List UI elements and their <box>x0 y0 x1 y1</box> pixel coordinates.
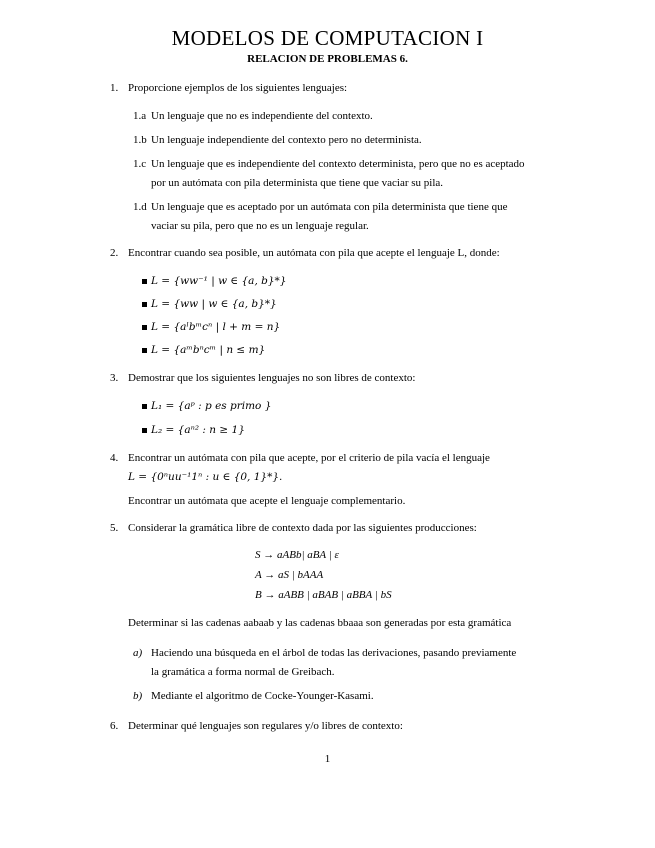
problem-5b-text: Mediante el algoritmo de Cocke-Younger-Kasami. <box>151 690 374 702</box>
problem-1d-label: 1.d <box>133 201 147 213</box>
problem-3-number: 3. <box>110 372 119 384</box>
page-title: MODELOS DE COMPUTACION I <box>171 26 484 50</box>
problem-4-text-line1: Encontrar un autómata con pila que acepte, por el criterio de pila vacía el lenguaje <box>128 452 490 464</box>
grammar-rule-s: S → aABb| aBA | ε <box>255 549 339 561</box>
problem-1d-text-line1: Un lenguaje que es aceptado por un autómata con pila determinista que tiene que <box>151 201 508 213</box>
problem-5b-label: b) <box>133 690 143 702</box>
problem-5-text: Considerar la gramática libre de contexto dada por las siguientes producciones: <box>128 522 477 534</box>
problem-1a-text: Un lenguaje que no es independiente del contexto. <box>151 110 373 122</box>
problem-3-item-2: L₂ = {aⁿ² : n ≥ 1} <box>151 424 245 436</box>
problem-1a-label: 1.a <box>133 110 147 122</box>
bullet-marker <box>142 302 147 307</box>
problem-2-item-1: L = {ww⁻¹ | w ∈ {a, b}*} <box>151 275 287 287</box>
problem-1c-text-line1: Un lenguaje que es independiente del contexto determinista, pero que no es aceptado <box>151 158 525 170</box>
problem-1b-label: 1.b <box>133 134 147 146</box>
problem-5-question: Determinar si las cadenas aabaab y las cadenas bbaaa son generadas por esta gramática <box>128 617 512 629</box>
problem-2-text: Encontrar cuando sea posible, un autómata con pila que acepte el lenguaje L, donde: <box>128 247 500 259</box>
bullet-marker <box>142 348 147 353</box>
problem-2-number: 2. <box>110 247 119 259</box>
problem-6-number: 6. <box>110 720 119 732</box>
problem-4-text-line2: L = {0ⁿuu⁻¹1ⁿ : u ∈ {0, 1}*}. <box>128 471 283 483</box>
problem-1-text: Proporcione ejemplos de los siguientes lenguajes: <box>128 82 348 94</box>
problem-6-text: Determinar qué lenguajes son regulares y/o libres de contexto: <box>128 720 403 732</box>
problem-1c-label: 1.c <box>133 158 147 170</box>
problem-3-text: Demostrar que los siguientes lenguajes no son libres de contexto: <box>128 372 416 384</box>
problem-5a-label: a) <box>133 647 143 659</box>
bullet-marker <box>142 325 147 330</box>
problem-1b-text: Un lenguaje independiente del contexto pero no determinista. <box>151 134 422 146</box>
problem-4-text-line3: Encontrar un autómata que acepte el lenguaje complementario. <box>128 495 406 507</box>
bullet-marker <box>142 428 147 433</box>
grammar-rule-a: A → aS | bAAA <box>255 569 324 581</box>
page-subtitle: RELACION DE PROBLEMAS 6. <box>247 53 408 65</box>
problem-1d-text-line2: vaciar su pila, pero que no es un lenguaje regular. <box>151 220 369 232</box>
problem-5a-text-line2: la gramática a forma normal de Greibach. <box>151 666 335 678</box>
problem-4-number: 4. <box>110 452 119 464</box>
problem-2-item-3: L = {aˡbᵐcⁿ | l + m = n} <box>151 321 281 333</box>
bullet-marker <box>142 279 147 284</box>
problem-2-item-2: L = {ww | w ∈ {a, b}*} <box>151 298 277 310</box>
problem-5-number: 5. <box>110 522 119 534</box>
problem-1-number: 1. <box>110 82 119 94</box>
page-number: 1 <box>324 753 331 765</box>
problem-1c-text-line2: por un autómata con pila determinista que tiene que vaciar su pila. <box>151 177 444 189</box>
problem-5a-text-line1: Haciendo una búsqueda en el árbol de todas las derivaciones, pasando previamente <box>151 647 517 659</box>
problem-2-item-4: L = {aᵐbⁿcᵐ | n ≤ m} <box>151 344 266 356</box>
problem-3-item-1: L₁ = {aᵖ : p es primo } <box>151 400 272 412</box>
grammar-rule-b: B → aABB | aBAB | aBBA | bS <box>255 589 392 601</box>
bullet-marker <box>142 404 147 409</box>
